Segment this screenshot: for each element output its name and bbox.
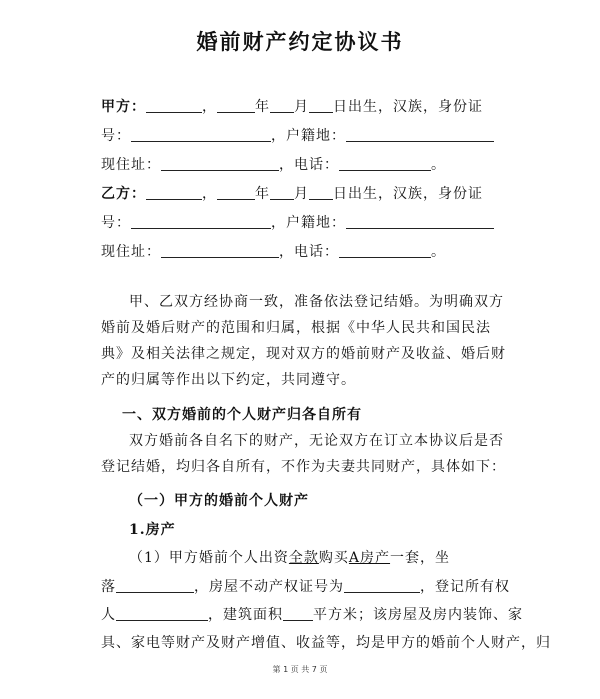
party-a-line-1: 甲方： ， 年 月 日出生，汉族，身份证 (101, 99, 483, 115)
section-1-body: 双方婚前各自名下的财产，无论双方在订立本协议后是否登记结婚，均归各自所有，不作为夫妻共同财产，具体如下： (101, 433, 506, 475)
page-number-footer: 第 1 页 共 7 页 (272, 665, 328, 674)
blank (270, 185, 294, 200)
item-1-line-3 (101, 604, 523, 624)
blank (161, 156, 279, 171)
blank (339, 243, 431, 258)
address-label: 现住址： (101, 157, 161, 173)
party-b-line-2 (101, 212, 494, 232)
party-b-line-1: 乙方： ， 年 月 日出生，汉族，身份证 (101, 186, 483, 202)
item-1-text: ，登记所有权 (420, 579, 510, 595)
id-prefix: 号： (101, 215, 131, 231)
blank (346, 214, 494, 229)
item-1-text: ，房屋不动产权证号为 (194, 579, 344, 595)
hukou-label: ，户籍地： (271, 128, 346, 144)
item-1-line-1 (129, 547, 450, 567)
item-1-text: 人 (101, 607, 116, 623)
item-1-text: 平方米；该房屋及房内装饰、家 (313, 607, 523, 623)
month-label: 月 (294, 99, 309, 115)
document-title: 婚前财产约定协议书 (196, 30, 404, 54)
blank (270, 98, 294, 113)
item-1-text: （1）甲方婚前个人出资 (129, 550, 289, 566)
period: 。 (431, 244, 446, 260)
blank (309, 185, 333, 200)
blank (283, 606, 313, 621)
blank (131, 127, 271, 142)
id-prefix: 号： (101, 128, 131, 144)
blank (116, 578, 194, 593)
party-a-label: 甲方： (101, 99, 146, 115)
item-1-text: 购买 (318, 550, 349, 566)
phone-label: ，电话： (279, 157, 339, 173)
party-b-label: 乙方： (101, 186, 146, 202)
full-payment-text: 全款 (288, 550, 319, 566)
hukou-label: ，户籍地： (271, 215, 346, 231)
blank (146, 98, 202, 113)
blank (217, 185, 255, 200)
item-1-text: ，建筑面积 (208, 607, 283, 623)
year-label: 年 (255, 99, 270, 115)
item-1-text: 落 (101, 579, 116, 595)
preamble-paragraph: 甲、乙双方经协商一致，准备依法登记结婚。为明确双方婚前及婚后财产的范围和归属，根据《中华人民共和国民法典》及相关法律之规定，现对双方的婚前财产及收益、婚后财产的归属等作出以下约定，共同遵守。 (101, 294, 506, 388)
blank (217, 98, 255, 113)
party-a-line-2 (101, 125, 494, 145)
item-1-title: 1.房产 (129, 522, 176, 538)
subsection-1-title: （一）甲方的婚前个人财产 (129, 493, 309, 509)
party-b-line-3 (101, 241, 446, 261)
blank (116, 606, 208, 621)
party-a-line-3 (101, 154, 446, 174)
day-tail: 日出生，汉族，身份证 (333, 186, 483, 202)
blank (309, 98, 333, 113)
item-1-line-4: 具、家电等财产及财产增值、收益等，均是甲方的婚前个人财产，归 (101, 635, 551, 651)
blank (346, 127, 494, 142)
item-1-text: 一套，坐 (390, 550, 451, 566)
blank (339, 156, 431, 171)
phone-label: ，电话： (279, 244, 339, 260)
blank (146, 185, 202, 200)
month-label: 月 (294, 186, 309, 202)
period: 。 (431, 157, 446, 173)
blank (131, 214, 271, 229)
year-label: 年 (255, 186, 270, 202)
house-a-text: A房产 (348, 550, 391, 566)
blank (344, 578, 420, 593)
address-label: 现住址： (101, 244, 161, 260)
day-tail: 日出生，汉族，身份证 (333, 99, 483, 115)
section-1-title: 一、双方婚前的个人财产归各自所有 (122, 407, 362, 423)
blank (161, 243, 279, 258)
item-1-line-2 (101, 576, 510, 596)
